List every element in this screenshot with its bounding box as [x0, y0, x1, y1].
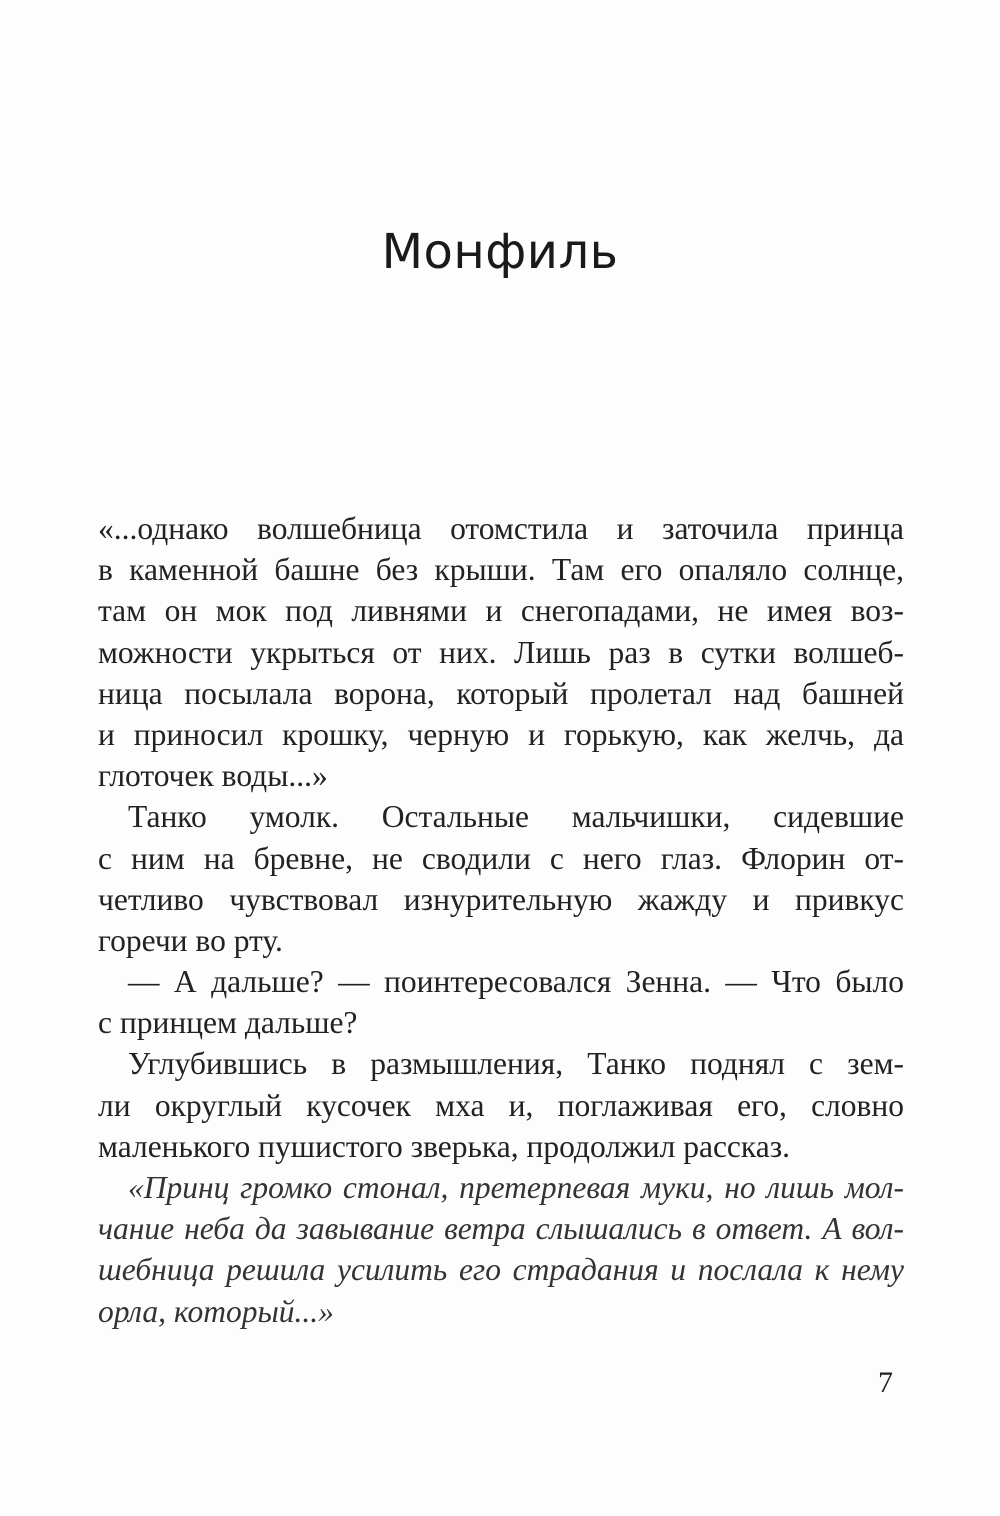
text-line: маленького пушистого зверька, продолжил рассказ.	[98, 1128, 791, 1164]
page-number: 7	[878, 1366, 893, 1399]
text-line: можности укрыться от них. Лишь раз в сутки волшеб-	[98, 634, 904, 670]
text-line: глоточек воды...»	[98, 758, 328, 794]
text-line: — А дальше? — поинтересовался Зенна. — Что было	[128, 964, 904, 1000]
text-line: Танко умолк. Остальные мальчишки, сидевшие	[128, 799, 904, 835]
text-line: с ним на бревне, не сводили с него глаз. Флорин от-	[98, 840, 904, 876]
text-line: в каменной башне без крыши. Там его опаляло солнце,	[98, 552, 904, 588]
text-line: и приносил крошку, черную и горькую, как желчь, да	[98, 716, 904, 752]
text-line-italic: шебница решила усилить его страдания и послала к нему	[98, 1252, 904, 1288]
body-text	[98, 508, 904, 1332]
text-line: ли округлый кусочек мха и, поглаживая его, словно	[98, 1087, 904, 1123]
text-line: Углубившись в размышления, Танко поднял с зем-	[128, 1046, 904, 1082]
text-line: ница посылала ворона, который пролетал над башней	[98, 675, 904, 711]
text-line: «...однако волшебница отомстила и заточила принца	[98, 511, 904, 546]
chapter-title: Монфиль	[381, 224, 619, 280]
text-line: четливо чувствовал изнурительную жажду и привкус	[98, 881, 904, 917]
text-line: с принцем дальше?	[98, 1005, 358, 1041]
text-line-italic: орла, который...»	[98, 1293, 334, 1329]
text-line: горечи во рту.	[98, 922, 283, 958]
text-line-italic: «Принц громко стонал, претерпевая муки, но лишь мол-	[128, 1170, 904, 1205]
text-line: там он мок под ливнями и снегопадами, не имея воз-	[98, 593, 904, 629]
text-line-italic: чание неба да завывание ветра слышались в ответ. А вол-	[98, 1211, 904, 1247]
